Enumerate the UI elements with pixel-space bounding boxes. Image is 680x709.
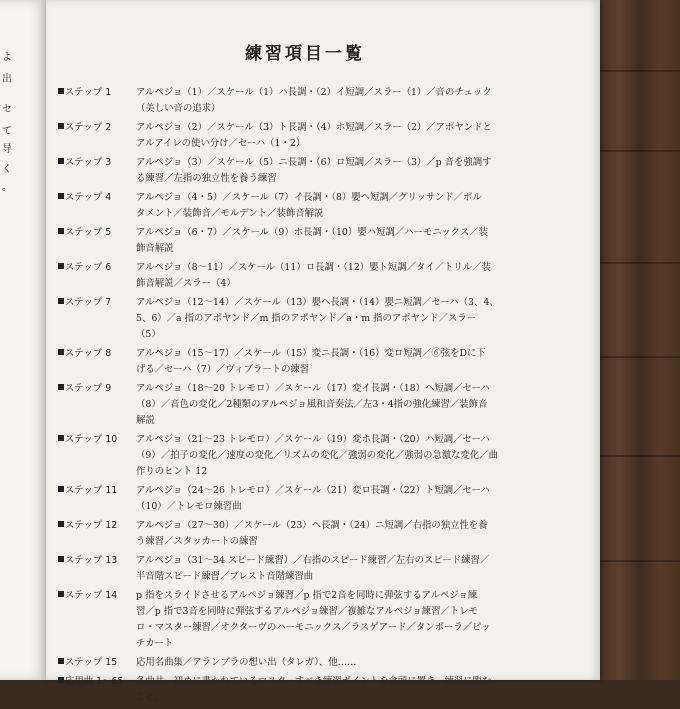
description-line: る練習／左指の独立性を養う練習 <box>136 173 277 184</box>
description-line: アルペジョ（18～20 トレモロ）／スケール（17）変イ長調・（18）ヘ短調／セーハ <box>136 383 490 394</box>
black-square-bullet-icon <box>58 435 64 441</box>
step-label-text: ステップ 9 <box>65 383 112 394</box>
description-line: 飾音解説／スラー（4） <box>136 278 236 289</box>
step-description <box>136 295 528 343</box>
left-page-text-fragment: 导 <box>2 144 12 155</box>
left-page-text-fragment: セ <box>2 104 12 115</box>
list-item <box>58 588 528 652</box>
description-line: 応用名曲集／アランブラの想い出（タレガ）、他…… <box>136 657 357 668</box>
step-description <box>136 190 528 222</box>
description-line: （5） <box>136 329 161 340</box>
step-label-text: ステップ 6 <box>65 262 112 273</box>
step-label <box>58 295 136 343</box>
description-line: アルペジョ（1）／スケール（1）ハ長調・（2）イ短調／スラー（1）／音のチェック <box>136 87 492 98</box>
list-item <box>58 553 528 585</box>
step-description <box>136 553 528 585</box>
black-square-bullet-icon <box>58 88 64 94</box>
step-label-text: ステップ 13 <box>65 555 118 566</box>
description-line: （美しい音の追求） <box>136 103 221 114</box>
step-description <box>136 225 528 257</box>
step-label-text: ステップ 12 <box>65 520 118 531</box>
left-page-text-fragment: よ <box>2 52 12 63</box>
black-square-bullet-icon <box>58 123 64 129</box>
step-label-text: ステップ 3 <box>65 157 112 168</box>
step-label-text: ステップ 15 <box>65 657 118 668</box>
step-description <box>136 483 528 515</box>
list-item <box>58 483 528 515</box>
black-square-bullet-icon <box>58 556 64 562</box>
step-description <box>136 432 528 480</box>
step-label <box>58 381 136 429</box>
description-line: アルアイレの使い分け／セーハ（1・2） <box>136 138 306 149</box>
black-square-bullet-icon <box>58 193 64 199</box>
list-item <box>58 120 528 152</box>
left-page-text-fragment: 。 <box>2 182 12 193</box>
step-label <box>58 432 136 480</box>
description-line: アルペジョ（21～23 トレモロ）／スケール（19）変ホ長調・（20）ハ短調／セーハ <box>136 434 490 445</box>
description-line: こと。 <box>136 692 165 703</box>
black-square-bullet-icon <box>58 384 64 390</box>
step-label-text: ステップ 4 <box>65 192 112 203</box>
description-line: アルペジョ（8～11）／スケール（11）ロ長調・（12）嬰ト短調／タイ／トリル／装 <box>136 262 491 273</box>
practice-item-list <box>58 85 528 709</box>
step-label <box>58 225 136 257</box>
black-square-bullet-icon <box>58 158 64 164</box>
list-item <box>58 85 528 117</box>
step-label <box>58 155 136 187</box>
description-line: 5、6）／a 指のアポヤンド／m 指のアポヤンド／a・m 指のアポヤンド／スラー <box>136 313 477 324</box>
description-line: アルペジョ（31～34 スピード練習）／右指のスピード練習／左右のスピード練習／ <box>136 555 490 566</box>
step-description <box>136 588 528 652</box>
black-square-bullet-icon <box>58 591 64 597</box>
step-label <box>58 346 136 378</box>
list-item <box>58 260 528 292</box>
step-label-text: ステップ 8 <box>65 348 112 359</box>
step-description <box>136 674 528 706</box>
step-label <box>58 553 136 585</box>
step-label <box>58 85 136 117</box>
step-description <box>136 155 528 187</box>
list-item <box>58 518 528 550</box>
black-square-bullet-icon <box>58 263 64 269</box>
list-item <box>58 432 528 480</box>
description-line: げる／セーハ（7）／ヴィブラートの練習 <box>136 364 310 375</box>
step-description <box>136 260 528 292</box>
description-line: アルペジョ（2）／スケール（3）ト長調・（4）ホ短調／スラー（2）／アポヤンドと <box>136 122 492 133</box>
description-line: う練習／スタッカートの練習 <box>136 536 258 547</box>
step-description <box>136 85 528 117</box>
step-label <box>58 674 136 706</box>
list-item <box>58 295 528 343</box>
left-page-text-fragment: て <box>2 126 12 137</box>
black-square-bullet-icon <box>58 658 64 664</box>
left-page-text-fragment: く <box>2 164 12 175</box>
left-page-text-fragment: 出 <box>2 74 12 85</box>
description-line: タメント／装飾音／モルデント／装飾音解説 <box>136 208 324 219</box>
black-square-bullet-icon <box>58 677 64 683</box>
step-label-text: ステップ 5 <box>65 227 112 238</box>
list-item <box>58 381 528 429</box>
step-description <box>136 655 528 671</box>
step-label-text: ステップ 14 <box>65 590 118 601</box>
step-description <box>136 346 528 378</box>
black-square-bullet-icon <box>58 521 64 527</box>
list-item <box>58 346 528 378</box>
list-item <box>58 225 528 257</box>
description-line: 半音階スピード練習／プレスト音階練習曲 <box>136 571 314 582</box>
step-label <box>58 518 136 550</box>
step-label <box>58 260 136 292</box>
description-line: アルペジョ（4・5）／スケール（7）イ長調・（8）嬰ヘ短調／グリッサンド／ポル <box>136 192 482 203</box>
left-page-edge <box>0 0 46 680</box>
step-label <box>58 483 136 515</box>
description-line: アルペジョ（12～14）／スケール（13）嬰ヘ長調・（14）嬰ニ短調／セーハ（3、4、 <box>136 297 499 308</box>
description-line: アルペジョ（3）／スケール（5）ニ長調・（6）ロ短調／スラー（3）／p 音を強調す <box>136 157 492 168</box>
step-label-text: ステップ 1 <box>65 87 112 98</box>
step-label-text: ステップ 10 <box>65 434 118 445</box>
list-item <box>58 655 528 671</box>
list-item <box>58 674 528 706</box>
step-label-text: ステップ 7 <box>65 297 112 308</box>
description-line: アルペジョ（6・7）／スケール（9）ホ長調・（10）嬰ハ短調／ハーモニックス／装 <box>136 227 489 238</box>
description-line: チカート <box>136 638 174 649</box>
description-line: 解説 <box>136 415 155 426</box>
step-label <box>58 120 136 152</box>
black-square-bullet-icon <box>58 298 64 304</box>
description-line: アルペジョ（15～17）／スケール（15）変ニ長調・（16）変ロ短調／⑥弦をDに下 <box>136 348 486 359</box>
black-square-bullet-icon <box>58 228 64 234</box>
description-line: アルペジョ（24～26 トレモロ）／スケール（21）変ロ長調・（22）ト短調／セーハ <box>136 485 490 496</box>
step-label-text: 応用曲 1～65 <box>65 676 124 687</box>
description-line: p 指をスライドさせるアルペジョ練習／p 指で2音を同時に弾弦するアルペジョ練 <box>136 590 478 601</box>
black-square-bullet-icon <box>58 349 64 355</box>
description-line: 作りのヒント 12 <box>136 466 208 477</box>
step-description <box>136 120 528 152</box>
step-label <box>58 588 136 652</box>
description-line: 各曲共、初めに書かれているマスターすべき練習ポイントを念頭に置き、練習に臨む <box>136 676 492 687</box>
step-label <box>58 655 136 671</box>
step-description <box>136 381 528 429</box>
list-item <box>58 155 528 187</box>
list-item <box>58 190 528 222</box>
step-label-text: ステップ 11 <box>65 485 118 496</box>
step-label-text: ステップ 2 <box>65 122 112 133</box>
description-line: ロ・マスター練習／オクターヴのハーモニックス／ラスゲアード／タンボーラ／ピッ <box>136 622 491 633</box>
description-line: （10）／トレモロ練習曲 <box>136 501 242 512</box>
step-description <box>136 518 528 550</box>
step-label <box>58 190 136 222</box>
description-line: 飾音解説 <box>136 243 174 254</box>
description-line: （9）／拍子の変化／速度の変化／リズムの変化／強弱の変化／強弱の急激な変化／曲 <box>136 450 499 461</box>
black-square-bullet-icon <box>58 486 64 492</box>
description-line: アルペジョ（27～30）／スケール（23）ヘ長調・（24）ニ短調／右指の独立性を養 <box>136 520 488 531</box>
wooden-table <box>600 0 680 680</box>
description-line: （8）／音色の変化／2種類のアルペジョ風和音奏法／左3・4指の強化練習／装飾音 <box>136 399 488 410</box>
description-line: 習／p 指で3音を同時に弾弦するアルペジョ練習／複雑なアルペジョ練習／トレモ <box>136 606 478 617</box>
page-title: 練習項目一覧 <box>245 44 365 64</box>
